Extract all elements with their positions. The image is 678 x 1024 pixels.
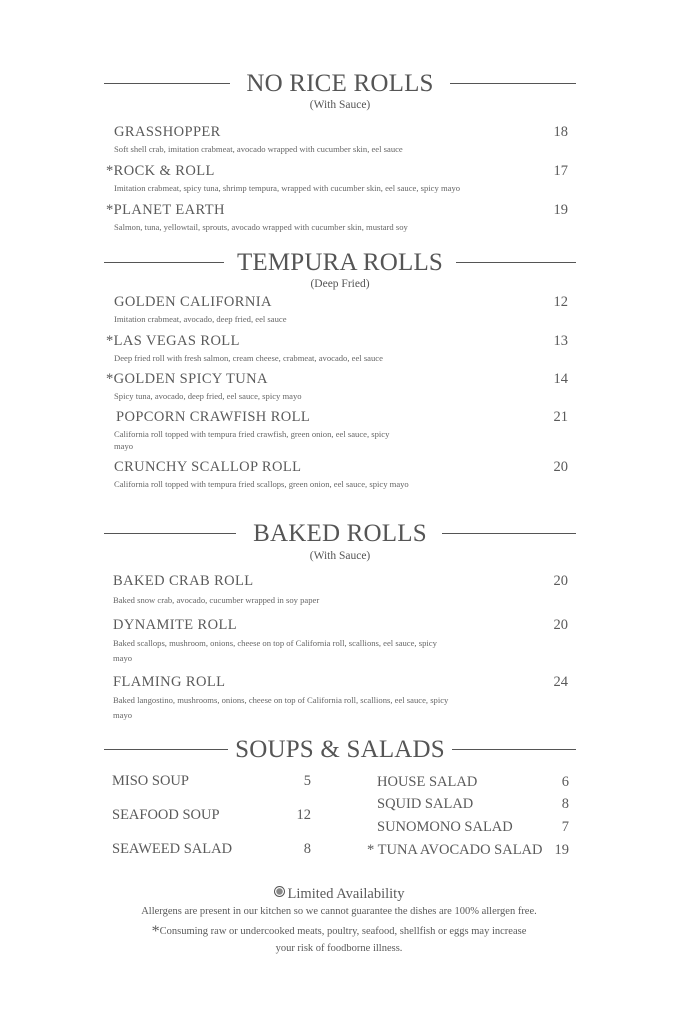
menu-item-price: 12: [553, 294, 568, 310]
menu-item-name: DYNAMITE ROLL: [113, 617, 238, 633]
soup-salad-name: SQUID SALAD: [377, 796, 474, 812]
limited-availability-label: Limited Availability: [287, 886, 405, 902]
raw-warning-asterisk: *: [151, 923, 160, 940]
menu-item-description: Baked scallops, mushroom, onions, cheese on top of California roll, scallions, eel sauce, spicy mayo: [113, 638, 437, 663]
menu-item-name: FLAMING ROLL: [113, 674, 226, 690]
menu-item-price: 20: [553, 573, 568, 589]
allergen-disclaimer: Allergens are present in our kitchen so we cannot guarantee the dishes are 100% allergen free.: [141, 906, 537, 917]
soup-salad-price: 12: [296, 807, 311, 823]
raw-warning-line-1: Consuming raw or undercooked meats, poultry, seafood, shellfish or eggs may increase: [159, 926, 527, 937]
section-header-soups-salads: [104, 735, 576, 765]
section-header-no-rice-rolls: [104, 69, 576, 99]
soup-salad-name: MISO SOUP: [112, 773, 189, 789]
menu-item-price: 14: [553, 371, 568, 387]
soup-salad-price: 6: [561, 774, 569, 790]
soup-salad-price: 7: [561, 819, 569, 835]
section-title-baked-rolls: BAKED ROLLS: [249, 520, 431, 547]
soup-salad-name: * TUNA AVOCADO SALAD: [367, 842, 543, 858]
menu-item-name: *GOLDEN SPICY TUNA: [106, 371, 268, 387]
limited-availability-icon: [274, 886, 285, 897]
menu-item-description: Salmon, tuna, yellowtail, sprouts, avocado wrapped with cucumber skin, mustard soy: [114, 222, 408, 232]
menu-item-price: 21: [553, 409, 568, 425]
raw-food-warning: [0, 923, 678, 957]
menu-item-price: 18: [553, 124, 568, 140]
soup-salad-name: HOUSE SALAD: [377, 774, 478, 790]
menu-item-description: Imitation crabmeat, spicy tuna, shrimp tempura, wrapped with cucumber skin, eel sauce, spicy mayo: [114, 183, 461, 193]
menu-item-name: CRUNCHY SCALLOP ROLL: [114, 459, 302, 475]
menu-item-name: *PLANET EARTH: [106, 202, 225, 218]
menu-item-description: Spicy tuna, avocado, deep fried, eel sauce, spicy mayo: [114, 391, 302, 401]
soup-salad-name: SEAWEED SALAD: [112, 841, 233, 857]
section-subtitle-baked-rolls: (With Sauce): [309, 550, 371, 562]
limited-availability-note: [0, 886, 678, 903]
menu-item-price: 17: [553, 163, 568, 179]
menu-item-description: Baked langostino, mushrooms, onions, cheese on top of California roll, scallions, eel sauce, spicy mayo: [113, 695, 449, 720]
menu-item-description: Deep fried roll with fresh salmon, cream cheese, crabmeat, avocado, eel sauce: [114, 353, 383, 363]
menu-item-name: *ROCK & ROLL: [106, 163, 215, 179]
menu-item-name: *LAS VEGAS ROLL: [106, 333, 240, 349]
section-subtitle-no-rice-rolls: (With Sauce): [309, 99, 371, 111]
section-title-soups-salads: SOUPS & SALADS: [231, 736, 449, 763]
section-subtitle-tempura-rolls: (Deep Fried): [310, 278, 370, 290]
section-header-tempura-rolls: [104, 248, 576, 278]
soup-salad-name: SEAFOOD SOUP: [112, 807, 220, 823]
menu-item-name: GRASSHOPPER: [114, 124, 221, 140]
soup-salad-price: 8: [561, 796, 569, 812]
menu-item-description: Baked snow crab, avocado, cucumber wrapped in soy paper: [113, 595, 320, 605]
menu-item-description: Soft shell crab, imitation crabmeat, avocado wrapped with cucumber skin, eel sauce: [114, 144, 403, 154]
menu-item-description: California roll topped with tempura fried scallops, green onion, eel sauce, spicy mayo: [114, 479, 409, 489]
section-title-no-rice-rolls: NO RICE ROLLS: [242, 70, 437, 97]
menu-item-description: California roll topped with tempura fried crawfish, green onion, eel sauce, spicy mayo: [114, 429, 390, 451]
raw-warning-line-2: your risk of foodborne illness.: [275, 943, 403, 954]
menu-item-name: BAKED CRAB ROLL: [113, 573, 254, 589]
section-header-baked-rolls: [104, 519, 576, 549]
menu-item-name: POPCORN CRAWFISH ROLL: [116, 409, 311, 425]
menu-item-name: GOLDEN CALIFORNIA: [114, 294, 272, 310]
menu-item-description: Imitation crabmeat, avocado, deep fried, eel sauce: [114, 314, 287, 324]
menu-item-price: 20: [553, 459, 568, 475]
menu-item-price: 24: [553, 674, 568, 690]
section-title-tempura-rolls: TEMPURA ROLLS: [233, 249, 447, 276]
menu-item-price: 20: [553, 617, 568, 633]
soup-salad-price: 8: [303, 841, 311, 857]
soup-salad-price: 5: [303, 773, 311, 789]
menu-item-price: 19: [553, 202, 568, 218]
soup-salad-price: 19: [554, 842, 569, 858]
soup-salad-name: SUNOMONO SALAD: [377, 819, 513, 835]
menu-item-price: 13: [553, 333, 568, 349]
